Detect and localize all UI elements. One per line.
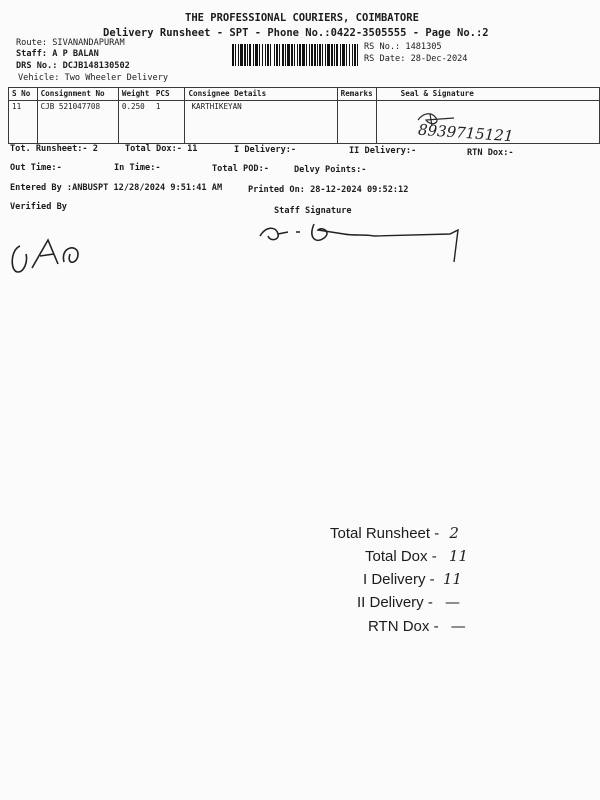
tally-rtn-dox: RTN Dox - — [368, 617, 466, 635]
col-seal-signature: Seal & Signature [376, 88, 599, 101]
company-name: THE PROFESSIONAL COURIERS, COIMBATORE [185, 12, 419, 24]
printed-on: Printed On: 28-12-2024 09:52:12 [248, 185, 409, 195]
rtn-dox: RTN Dox:- [467, 148, 514, 158]
tally-total-dox: Total Dox - 11 [365, 547, 468, 565]
table-header-row [9, 88, 600, 101]
verifier-signature [8, 232, 90, 278]
tally-total-runsheet: Total Runsheet - 2 [330, 524, 459, 542]
i-delivery: I Delivery:- [234, 145, 297, 155]
cell-pcs: 1 [153, 101, 185, 144]
cell-weight: 0.250 [118, 101, 152, 144]
in-time: In Time:- [114, 163, 161, 173]
tally-ii-delivery: II Delivery - — [357, 593, 461, 611]
staff-signature [254, 218, 466, 266]
cell-s-no: 11 [9, 101, 38, 144]
drs-number: DRS No.: DCJB148130502 [16, 61, 130, 71]
col-weight: Weight [118, 88, 152, 101]
runsheet-title: Delivery Runsheet - SPT - Phone No.:0422-3505555 - Page No.:2 [103, 27, 489, 39]
verified-by: Verified By [10, 202, 67, 212]
staff-signature-label: Staff Signature [274, 206, 352, 216]
delvy-points: Delvy Points:- [294, 165, 367, 175]
cell-consignment-no: CJB 521047708 [37, 101, 118, 144]
vehicle: Vehicle: Two Wheeler Delivery [18, 73, 169, 83]
staff: Staff: A P BALAN [16, 49, 99, 59]
cell-remarks [337, 101, 376, 144]
out-time: Out Time:- [10, 163, 62, 173]
tally-i-delivery: I Delivery - 11 [363, 570, 462, 588]
col-s-no: S No [9, 88, 38, 101]
barcode [232, 44, 358, 66]
col-consignee-details: Consignee Details [185, 88, 337, 101]
rs-number: RS No.: 1481305 [364, 42, 442, 52]
col-consignment-no: Consignment No [37, 88, 118, 101]
cell-consignee: KARTHIKEYAN [185, 101, 337, 144]
col-pcs: PCS [153, 88, 185, 101]
entered-by: Entered By :ANBUSPT 12/28/2024 9:51:41 AM [10, 183, 223, 193]
total-dox: Total Dox:- 11 [125, 144, 198, 154]
col-remarks: Remarks [337, 88, 376, 101]
handwritten-phone: 8939715121 [417, 120, 514, 146]
ii-delivery: II Delivery:- [349, 146, 417, 156]
tot-runsheet: Tot. Runsheet:- 2 [10, 144, 98, 154]
total-pod: Total POD:- [212, 164, 269, 174]
route: Route: SIVANANDAPURAM [16, 38, 125, 48]
rs-date: RS Date: 28-Dec-2024 [364, 54, 468, 64]
